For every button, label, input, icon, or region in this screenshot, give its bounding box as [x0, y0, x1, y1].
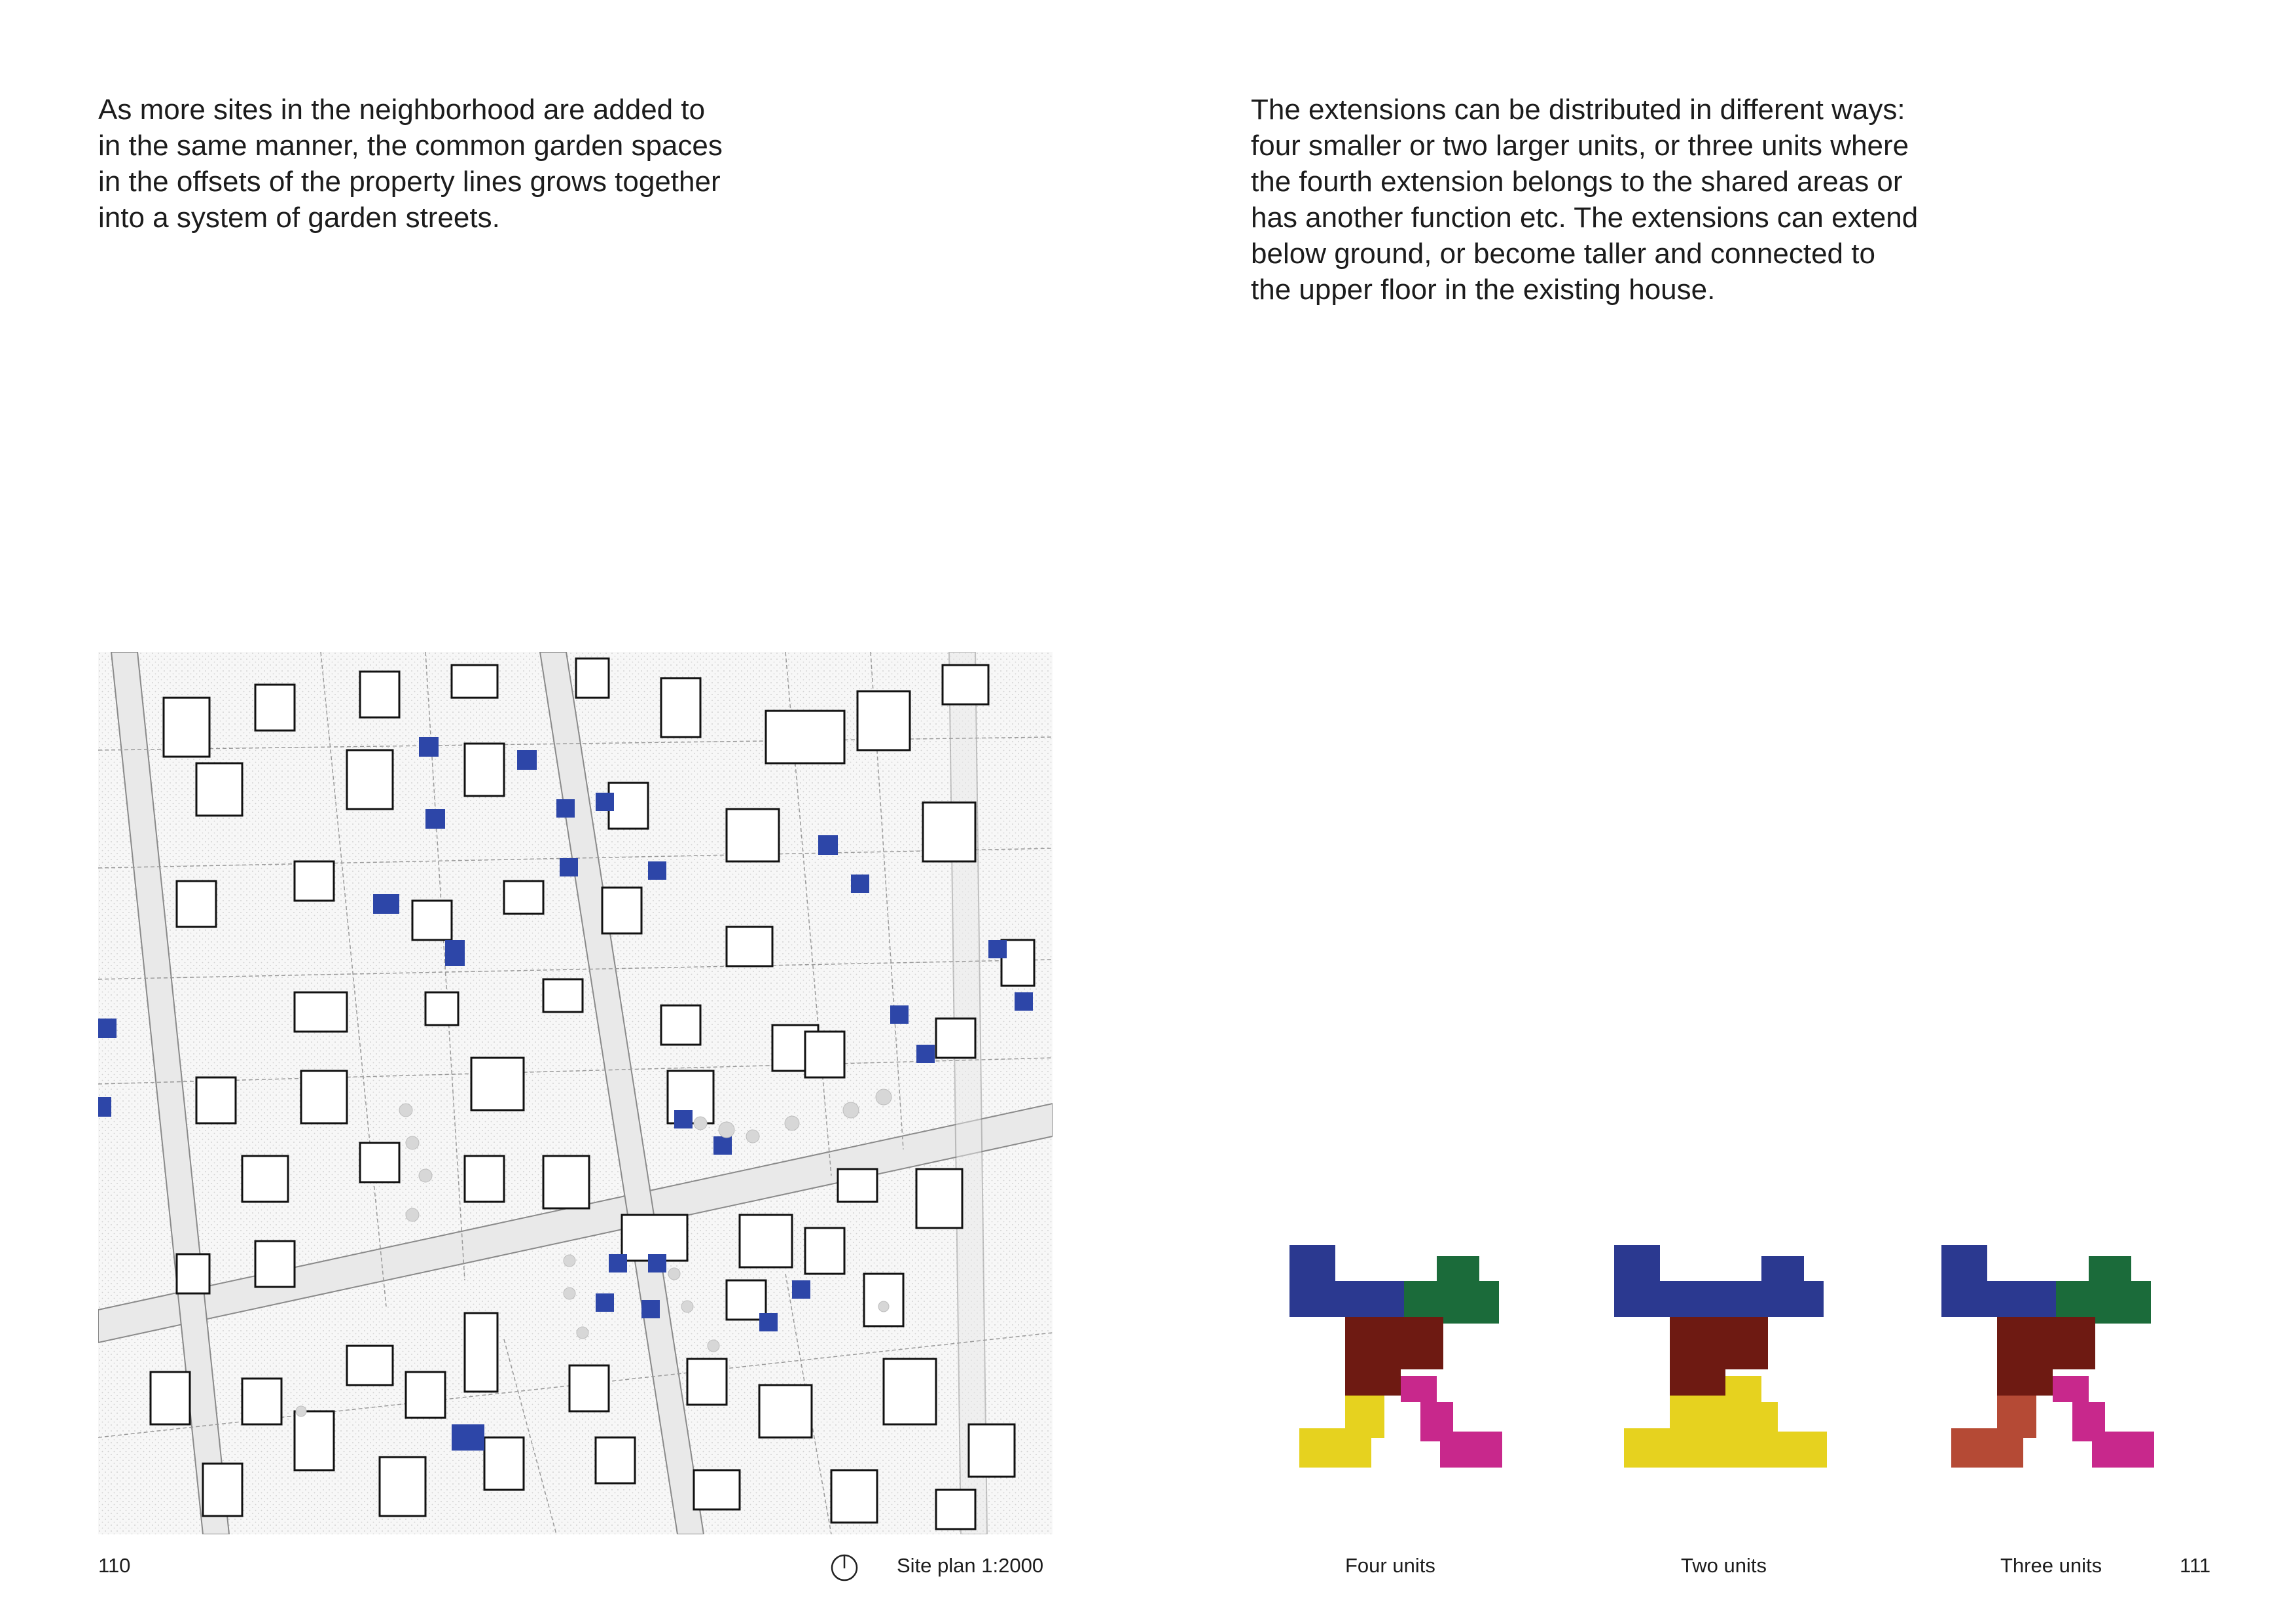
unit-rust	[1951, 1396, 2036, 1468]
right-paragraph-line: the fourth extension belongs to the shared areas or	[1251, 166, 1903, 198]
left-paragraph-line: As more sites in the neighborhood are added to	[98, 94, 706, 126]
unit-blue	[1941, 1245, 2056, 1317]
unit-green	[2056, 1256, 2151, 1324]
diagram-two-units	[1614, 1245, 1830, 1474]
left-paragraph-line: in the same manner, the common garden spaces	[98, 130, 723, 162]
diagram-three-units	[1941, 1245, 2157, 1474]
left-paragraph-line: into a system of garden streets.	[98, 202, 500, 234]
unit-magenta	[1401, 1376, 1502, 1468]
unit-blue	[1614, 1245, 1824, 1317]
right-paragraph-line: below ground, or become taller and connected to	[1251, 238, 1875, 270]
right-paragraph	[1251, 92, 1918, 308]
map-caption: Site plan 1:2000	[897, 1554, 1044, 1577]
right-paragraph-line: four smaller or two larger units, or three units where	[1251, 130, 1909, 162]
left-paragraph	[98, 92, 723, 236]
right-paragraph-line: the upper floor in the existing house.	[1251, 274, 1716, 306]
right-paragraph-line: The extensions can be distributed in different ways:	[1251, 94, 1905, 126]
page-number-right: 111	[2180, 1554, 2211, 1577]
right-paragraph-line: has another function etc. The extensions can extend	[1251, 202, 1919, 234]
unit-yellow	[1624, 1376, 1827, 1468]
diagram-label-four-units: Four units	[1345, 1554, 1435, 1577]
unit-green	[1404, 1256, 1499, 1324]
diagram-four-units	[1289, 1245, 1505, 1474]
unit-yellow	[1299, 1396, 1384, 1468]
unit-blue	[1289, 1245, 1404, 1317]
left-paragraph-line: in the offsets of the property lines grows together	[98, 166, 721, 198]
diagram-label-two-units: Two units	[1681, 1554, 1767, 1577]
north-arrow-icon	[830, 1553, 859, 1582]
page-number-left: 110	[98, 1554, 131, 1577]
unit-magenta	[2053, 1376, 2154, 1468]
site-plan-map	[98, 652, 1053, 1534]
diagram-label-three-units: Three units	[2000, 1554, 2102, 1577]
